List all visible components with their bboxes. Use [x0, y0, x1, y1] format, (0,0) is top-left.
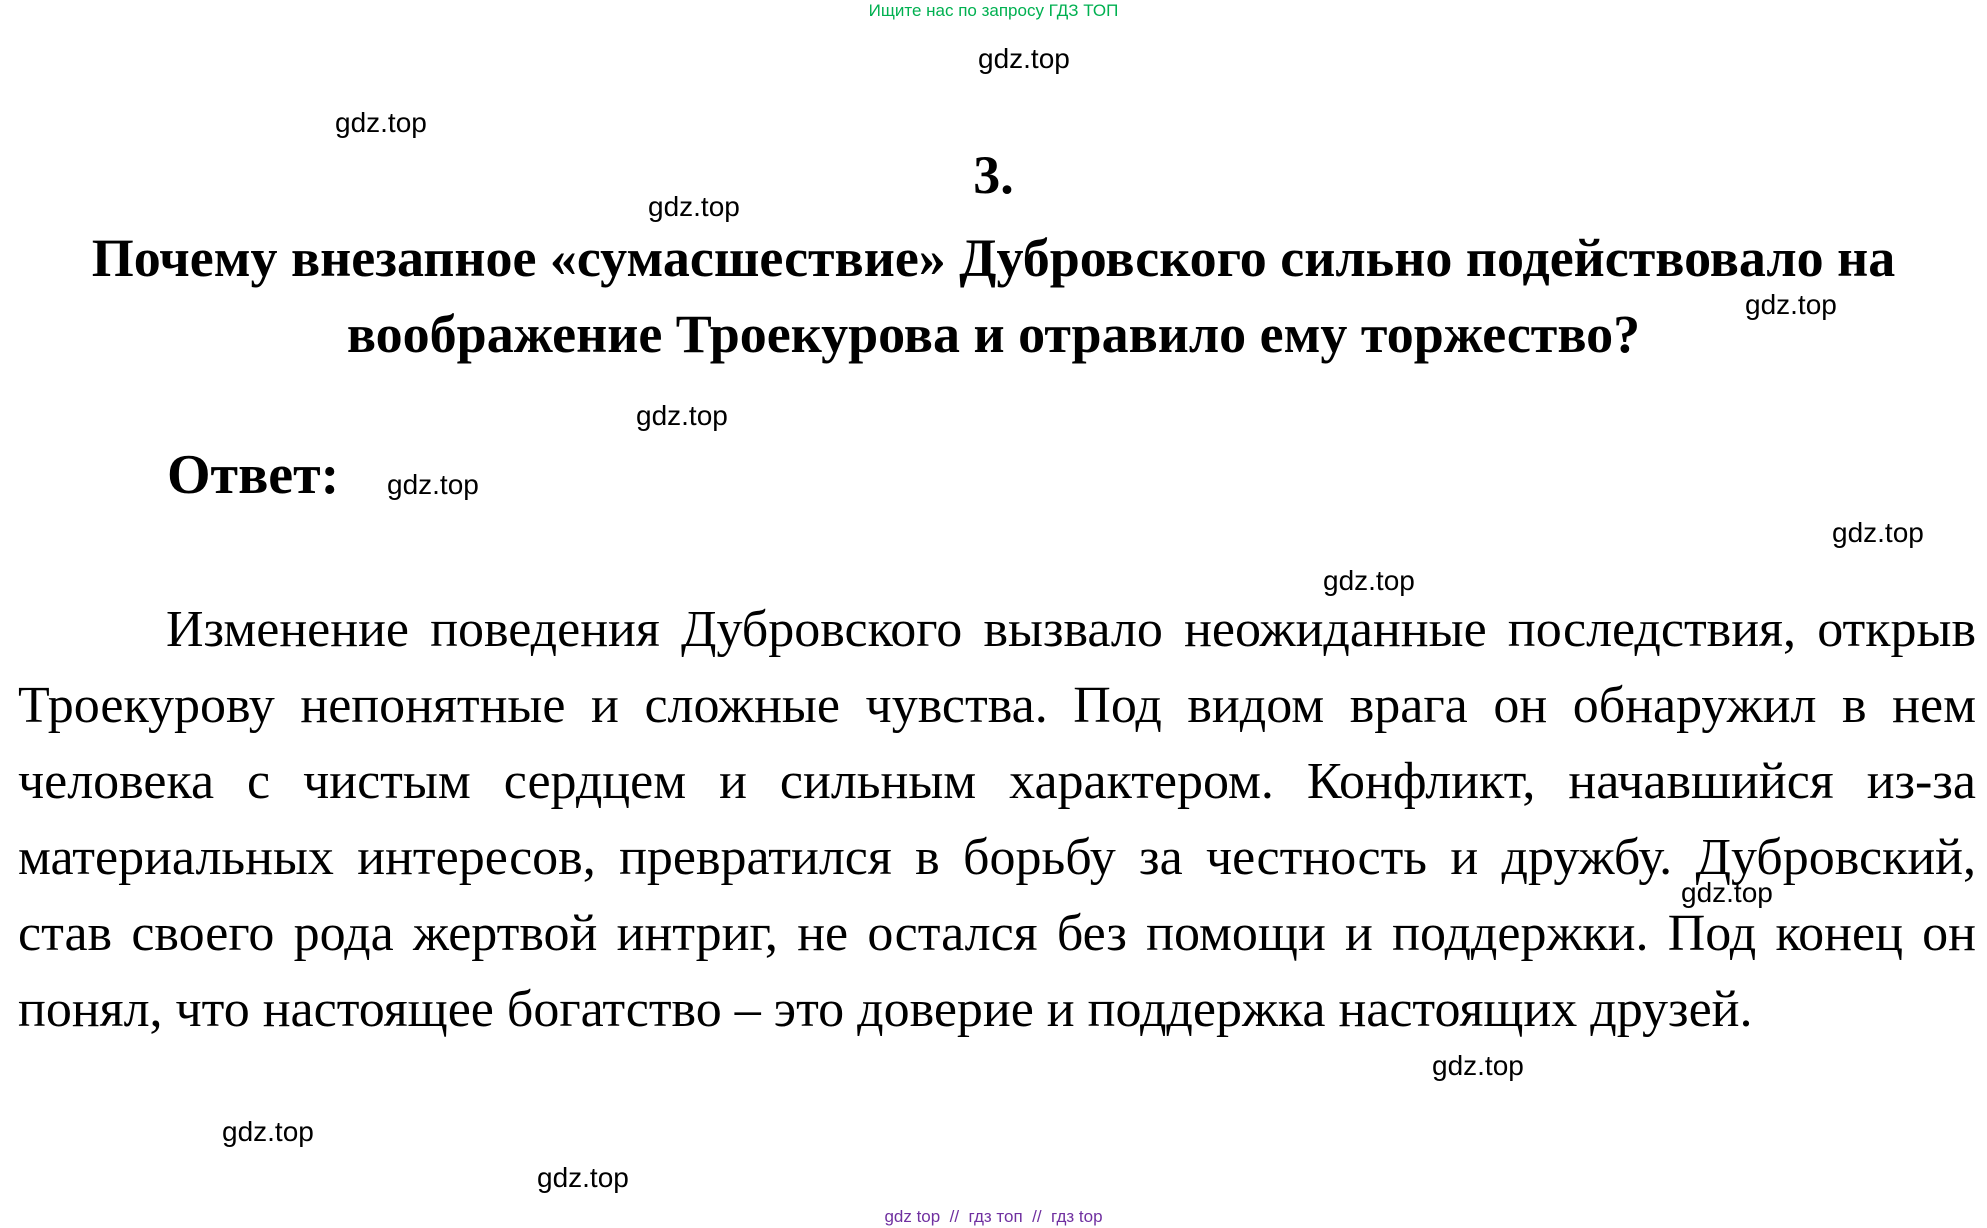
watermark: gdz.top — [387, 469, 479, 500]
question-heading: Почему внезапное «сумасшествие» Дубровского сильно подействовало на воображение Троекурова и отравило ему торжество? — [91, 228, 1896, 364]
watermark: gdz.top — [1745, 289, 1837, 320]
answer-label: Ответ: — [167, 444, 340, 506]
watermark: gdz.top — [1323, 565, 1415, 596]
watermark: gdz.top — [335, 107, 427, 138]
watermark: gdz.top — [1432, 1050, 1524, 1081]
watermark: gdz.top — [636, 400, 728, 431]
task-number: 3. — [973, 145, 1014, 205]
top-banner: Ищите нас по запросу ГДЗ ТОП — [868, 1, 1119, 20]
watermark: gdz.top — [978, 43, 1070, 74]
watermark: gdz.top — [648, 191, 740, 222]
watermark: gdz.top — [222, 1116, 314, 1147]
watermark: gdz.top — [1681, 877, 1773, 908]
watermark: gdz.top — [1832, 517, 1924, 548]
answer-text: Изменение поведения Дубровского вызвало неожиданные последствия, открыв Троекурову непонятные и сложные чувства. Под видом врага он обнаружил в нем человека с чистым сердцем и сильным характером. Конфликт, начавшийся из-за материальных интересов, превратился в борьбу за честность и дружбу. Дубровский, став своего рода жертвой интриг, не остался без помощи и поддержки. Под конец он понял, что настоящее богатство – это доверие и поддержка настоящих друзей. — [18, 601, 1976, 1038]
footer-links: gdz top // гдз топ // гдз top — [884, 1207, 1103, 1226]
watermark: gdz.top — [537, 1162, 629, 1193]
